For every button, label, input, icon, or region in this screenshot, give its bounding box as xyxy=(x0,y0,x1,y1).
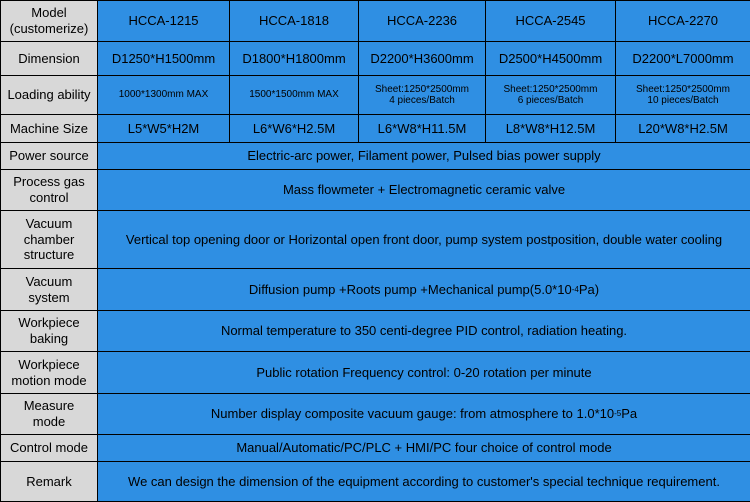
row-model xyxy=(1,1,750,42)
chamber-label xyxy=(1,211,98,269)
vacuum-label xyxy=(1,269,98,311)
dimension-cell: D2500*H4500mm xyxy=(486,42,616,76)
vacuum-value-main: Diffusion pump +Roots pump +Mechanical pump(5.0*10 xyxy=(249,282,572,297)
power-value: Electric-arc power, Filament power, Pulsed bias power supply xyxy=(98,143,750,170)
vacuum-value-exponent: -4 xyxy=(572,285,579,294)
machine-size-cell: L6*W8*H11.5M xyxy=(359,115,486,143)
loading-cell xyxy=(359,76,486,115)
chamber-label-line1: Vacuum xyxy=(26,216,73,231)
measure-value-main: Number display composite vacuum gauge: from atmosphere to 1.0*10 xyxy=(211,406,614,421)
row-baking xyxy=(1,311,750,352)
gas-value: Mass flowmeter + Electromagnetic ceramic valve xyxy=(98,170,750,211)
baking-label xyxy=(1,311,98,352)
loading-line1: 1000*1300mm MAX xyxy=(119,89,209,100)
loading-line2: 4 pieces/Batch xyxy=(389,95,455,106)
vacuum-label-line2: system xyxy=(28,290,69,305)
gas-label-line2: control xyxy=(29,190,68,205)
loading-label: Loading ability xyxy=(1,76,98,115)
vacuum-value xyxy=(98,269,750,311)
machine-size-cell: L20*W8*H2.5M xyxy=(616,115,750,143)
measure-value-unit: Pa xyxy=(621,406,637,421)
dimension-cell: D1250*H1500mm xyxy=(98,42,230,76)
motion-value: Public rotation Frequency control: 0-20 rotation per minute xyxy=(98,352,750,394)
model-hcca-1818: HCCA-1818 xyxy=(230,1,359,42)
model-label-line2: (customerize) xyxy=(10,21,89,36)
measure-label-line1: Measure xyxy=(24,398,75,413)
row-remark xyxy=(1,462,750,502)
row-vacuum xyxy=(1,269,750,311)
gas-label-line1: Process gas xyxy=(13,174,85,189)
model-label xyxy=(1,1,98,42)
loading-line1: Sheet:1250*2500mm xyxy=(636,84,730,95)
loading-line2: 6 pieces/Batch xyxy=(518,95,584,106)
chamber-value: Vertical top opening door or Horizontal open front door, pump system postposition, double water cooling xyxy=(98,211,750,269)
row-power xyxy=(1,143,750,170)
machine-size-label: Machine Size xyxy=(1,115,98,143)
control-value: Manual/Automatic/PC/PLC + HMI/PC four choice of control mode xyxy=(98,435,750,462)
row-machine-size xyxy=(1,115,750,143)
model-label-line1: Model xyxy=(31,5,66,20)
motion-label xyxy=(1,352,98,394)
row-gas xyxy=(1,170,750,211)
model-hcca-2236: HCCA-2236 xyxy=(359,1,486,42)
row-control xyxy=(1,435,750,462)
row-motion xyxy=(1,352,750,394)
remark-label: Remark xyxy=(1,462,98,502)
dimension-cell: D1800*H1800mm xyxy=(230,42,359,76)
machine-size-cell: L8*W8*H12.5M xyxy=(486,115,616,143)
model-hcca-1215: HCCA-1215 xyxy=(98,1,230,42)
loading-cell xyxy=(98,76,230,115)
machine-size-cell: L5*W5*H2M xyxy=(98,115,230,143)
machine-size-cell: L6*W6*H2.5M xyxy=(230,115,359,143)
gas-label xyxy=(1,170,98,211)
motion-label-line2: motion mode xyxy=(11,373,86,388)
model-hcca-2545: HCCA-2545 xyxy=(486,1,616,42)
baking-label-line1: Workpiece xyxy=(18,315,79,330)
motion-label-line1: Workpiece xyxy=(18,357,79,372)
row-measure xyxy=(1,394,750,435)
vacuum-label-line1: Vacuum xyxy=(26,274,73,289)
measure-value xyxy=(98,394,750,435)
loading-cell xyxy=(616,76,750,115)
loading-line1: Sheet:1250*2500mm xyxy=(375,84,469,95)
dimension-label: Dimension xyxy=(1,42,98,76)
row-loading xyxy=(1,76,750,115)
model-hcca-2270: HCCA-2270 xyxy=(616,1,750,42)
remark-value: We can design the dimension of the equipment according to customer's special technique requirement. xyxy=(98,462,750,502)
chamber-label-line2: chamber xyxy=(24,232,75,247)
measure-label-line2: mode xyxy=(33,414,66,429)
control-label: Control mode xyxy=(1,435,98,462)
chamber-label-line3: structure xyxy=(24,247,75,262)
power-label: Power source xyxy=(1,143,98,170)
measure-value-exponent: -5 xyxy=(614,409,621,418)
loading-line1: Sheet:1250*2500mm xyxy=(504,84,598,95)
baking-value: Normal temperature to 350 centi-degree PID control, radiation heating. xyxy=(98,311,750,352)
vacuum-value-unit: Pa) xyxy=(579,282,599,297)
row-dimension xyxy=(1,42,750,76)
loading-cell xyxy=(230,76,359,115)
dimension-cell: D2200*H3600mm xyxy=(359,42,486,76)
loading-line2: 10 pieces/Batch xyxy=(647,95,718,106)
loading-cell xyxy=(486,76,616,115)
row-chamber xyxy=(1,211,750,269)
loading-line1: 1500*1500mm MAX xyxy=(249,89,339,100)
baking-label-line2: baking xyxy=(30,331,68,346)
measure-label xyxy=(1,394,98,435)
dimension-cell: D2200*L7000mm xyxy=(616,42,750,76)
